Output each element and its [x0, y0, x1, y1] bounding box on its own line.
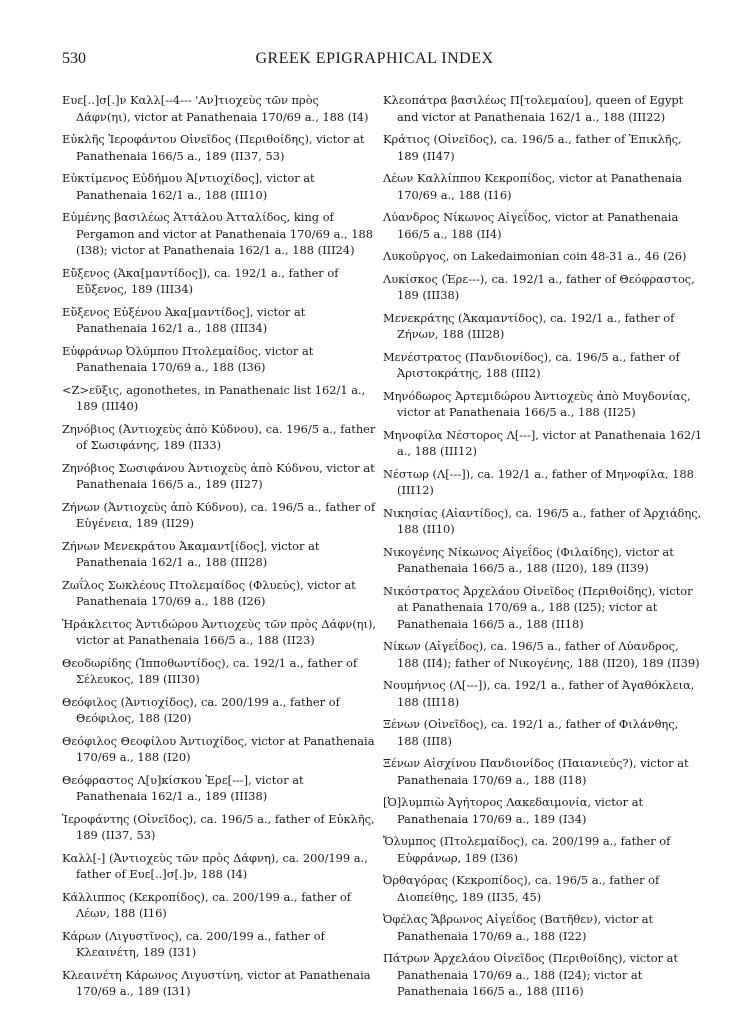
index-entry: Κλεοπάτρα βασιλέως Π[τολεμαίου], queen of Egypt and victor at Panathenaia 162/1 a., 188 (III22) [383, 93, 684, 124]
index-entry: Κάρων (Λιγυστῖνος), ca. 200/199 a., father of Κλεαινέτη, 189 (I31) [62, 928, 325, 959]
index-entry: Ζηνόβιος (Ἀντιοχεὺς ἀπὸ Κύδνου), ca. 196/5 a., father of Σωσιφάνης, 189 (II33) [62, 421, 376, 452]
index-entry: Θεόφιλος Θεοφίλου Ἀντιοχίδος, victor at Panathenaia 170/69 a., 188 (I20) [62, 733, 375, 764]
index-entry: [Ὀ]λυμπιὼ Ἀγήτορος Λακεδαιμονία, victor at Panathenaia 170/69 a., 189 (I34) [383, 795, 644, 826]
index-entry: Νικόστρατος Ἀρχελάου Οἰνεῖδος (Περιθοίδης), victor at Panathenaia 170/69 a., 188 (I25); victor at Panathenaia 166/5 a., 188 (II18) [383, 583, 693, 631]
index-entry: Ἱεροφάντης (Οἰνεῖδος), ca. 196/5 a., father of Εὐκλῆς, 189 (II37, 53) [62, 811, 375, 842]
index-entry: Ξένων (Οἰνεῖδος), ca. 192/1 a., father of Φιλάνθης, 188 (III8) [383, 717, 679, 748]
index-entry: Θεοδωρίδης (Ἱπποθωντίδος), ca. 192/1 a., father of Σέλευκος, 189 (III30) [62, 655, 358, 686]
index-entry: Ζωΐλος Σωκλέους Πτολεμαίδος (Φλυεύς), victor at Panathenaia 170/69 a., 188 (I26) [62, 577, 356, 608]
index-entry: Εὔξενος (Ἀκα[μαντίδος]), ca. 192/1 a., father of Εὔξενος, 189 (III34) [62, 265, 339, 296]
index-entry: Μηνοφίλα Νέστορος Λ[---], victor at Panathenaia 162/1 a., 188 (III12) [383, 427, 703, 458]
index-entry: Νίκων (Αἰγεΐδος), ca. 196/5 a., father of Λύανδρος, 188 (II4); father of Νικογένης, 188 (II20), 189 (II39) [383, 639, 700, 670]
index-entry: Θεόφιλος (Ἀντιοχίδος), ca. 200/199 a., father of Θεόφιλος, 188 (I20) [62, 694, 340, 725]
index-entry: Ζήνων Μενεκράτου Ἀκαμαντ[ίδος], victor at Panathenaia 162/1 a., 188 (III28) [62, 538, 320, 569]
index-entry: Εὔξενος Εὐξένου Ἀκα[μαντίδος], victor at Panathenaia 162/1 a., 188 (III34) [62, 304, 306, 335]
index-entry: Κράτιος (Οἰνεῖδος), ca. 196/5 a., father of Ἐπικλῆς, 189 (II47) [383, 132, 682, 163]
index-entry: Ὀφέλας Ἅβρωνος Αἰγεΐδος (Βατῆθεν), victor at Panathenaia 170/69 a., 188 (I22) [383, 912, 654, 943]
page-number: 530 [62, 50, 86, 67]
index-entry: Λύανδρος Νίκωνος Αἰγεΐδος, victor at Panathenaia 166/5 a., 188 (II4) [383, 210, 679, 241]
index-entry: Ὄλυμπος (Πτολεμαίδος), ca. 200/199 a., father of Εὐφράνωρ, 189 (I36) [383, 834, 671, 865]
index-entry: Ξένων Αἰσχίνου Πανδιονίδος (Παιανιεύς?), victor at Panathenaia 170/69 a., 188 (I18) [383, 756, 689, 787]
index-entry: Εὐφράνωρ Ὀλύμπου Πτολεμαίδος, victor at Panathenaia 170/69 a., 188 (I36) [62, 343, 314, 374]
index-entry: Μενέστρατος (Πανδιονίδος), ca. 196/5 a., father of Ἀριστοκράτης, 188 (III2) [383, 349, 680, 380]
index-entry: Ζήνων (Ἀντιοχεὺς ἀπὸ Κύδνου), ca. 196/5 a., father of Εὐγένεια, 189 (II29) [62, 499, 376, 530]
index-entry: Ευε[..]σ[.]ν Καλλ[--4--- 'Αν]τιοχεὺς τῶν πρὸς Δάφν(ηι), victor at Panathenaia 170/69 a., 188 (I4) [62, 93, 369, 124]
index-entry: <Ζ>εῦξις, agonothetes, in Panathenaic list 162/1 a., 189 (III40) [62, 382, 366, 413]
index-entry: Πάτρων Ἀρχελάου Οἰνεῖδος (Περιθοίδης), victor at Panathenaia 170/69 a., 188 (I24); victor at Panathenaia 166/5 a., 188 (II16) [383, 951, 679, 998]
index-entry: Θεόφραστος Λ[υ]κίσκου Ἐρε[---], victor at Panathenaia 162/1 a., 189 (III38) [62, 772, 304, 803]
index-entry: Νουμήνιος (Λ[---]), ca. 192/1 a., father of Ἀγαθόκλεια, 188 (III18) [383, 678, 695, 709]
index-entry: Εὐμένης βασιλέως Ἀττάλου Ἀτταλίδος, king of Pergamon and victor at Panathenaia 170/69 a., 188 (I38); victor at Panathenaia 162/1 a., 188 (III24) [62, 210, 374, 257]
index-entry: Λυκίσκος (Ἐρε---), ca. 192/1 a., father of Θεόφραστος, 189 (III38) [383, 271, 695, 302]
index-entry: Λέων Καλλίππου Κεκροπίδος, victor at Panathenaia 170/69 a., 188 (I16) [383, 171, 683, 202]
index-entry: Μενεκράτης (Ἀκαμαντίδος), ca. 192/1 a., father of Ζήνων, 188 (III28) [383, 310, 675, 341]
index-entry: Νικογένης Νίκωνος Αἰγεΐδος (Φιλαίδης), victor at Panathenaia 166/5 a., 188 (II20), 189 (II39) [383, 544, 674, 575]
index-entry: Λυκοῦργος, on Lakedaimonian coin 48-31 a., 46 (26) [383, 249, 687, 263]
index-entry: Κλεαινέτη Κάρωνος Λιγυστίνη, victor at Panathenaia 170/69 a., 189 (I31) [62, 967, 371, 998]
index-entry: Κάλλιππος (Κεκροπίδος), ca. 200/199 a., father of Λέων, 188 (I16) [62, 889, 352, 920]
index-entry: Ὀρθαγόρας (Κεκροπίδος), ca. 196/5 a., father of Διοπείθης, 189 (II35, 45) [383, 873, 660, 904]
index-entry: Νέστωρ (Λ[---]), ca. 192/1 a., father of Μηνοφίλα, 188 (III12) [383, 466, 694, 497]
index-entry: Καλλ[-] (Ἀντιοχεὺς τῶν πρὸς Δάφνη), ca. 200/199 a., father of Ευε[..]σ[.]ν, 188 (I4) [62, 850, 368, 881]
index-entry: Μηνόδωρος Ἀρτεμιδώρου Ἀντιοχεὺς ἀπὸ Μυγδονίας, victor at Panathenaia 166/5 a., 188 (II25) [383, 388, 691, 419]
right-column [383, 92, 703, 1006]
index-entry: Εὐκλῆς Ἱεροφάντου Οἰνεῖδος (Περιθοίδης), victor at Panathenaia 166/5 a., 189 (II37, 53) [62, 132, 365, 163]
running-head: GREEK EPIGRAPHICAL INDEX [255, 50, 494, 67]
index-entry: Νικησίας (Αἰαντίδος), ca. 196/5 a., father of Ἀρχιάδης, 188 (II10) [383, 505, 702, 536]
left-column [62, 92, 377, 1006]
index-entry: Εὐκτίμενος Εὐδήμου Ἀ[ντιοχίδος], victor at Panathenaia 162/1 a., 188 (III10) [62, 171, 315, 202]
index-entry: Ζηνόβιος Σωσιφάνου Ἀντιοχεὺς ἀπὸ Κύδνου, victor at Panathenaia 166/5 a., 189 (II27) [62, 460, 375, 491]
index-entry: Ἡράκλειτος Ἀντιδώρου Ἀντιοχεὺς τῶν πρὸς Δάφν(ηι), victor at Panathenaia 166/5 a., 188 (II23) [62, 616, 377, 647]
